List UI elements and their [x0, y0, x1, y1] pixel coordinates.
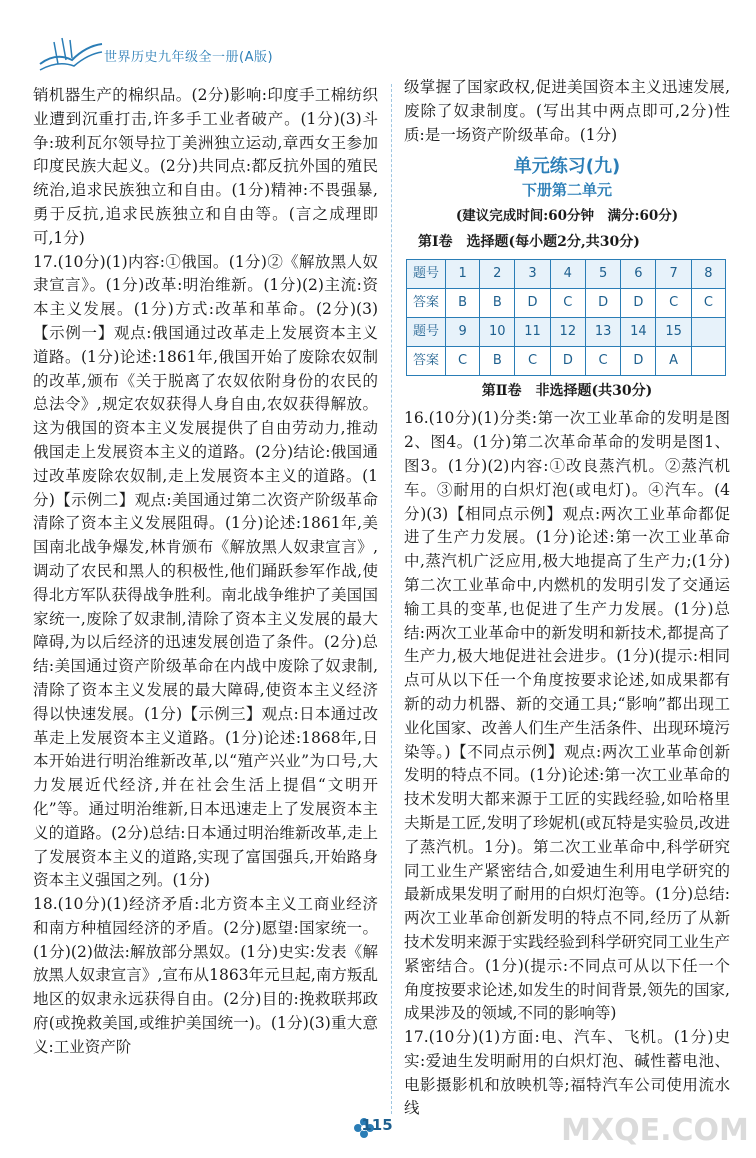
table-cell: D [550, 346, 585, 375]
section-heading: 第Ⅱ卷 非选择题(共30分) [481, 382, 653, 399]
table-row [407, 346, 726, 375]
table-cell: C [691, 288, 725, 317]
answer-paragraph: 级掌握了国家政权,促进美国资本主义迅速发展,废除了奴隶制度。(写出其中两点即可,2分)性质:是一场资产阶级革命。(1分) [404, 78, 730, 144]
table-cell: B [480, 288, 515, 317]
table-cell: 13 [585, 317, 620, 346]
table-cell: C [515, 346, 550, 375]
answer-17: 17.(10分)(1)内容:①俄国。(1分)②《解放黑人奴隶宣言》。(1分)改革:明治维新。(1分)(2)主流:资本主义发展。(1分)方式:改革和革命。(2分)(3)【示例一】观点:俄国通过改革走上发展资本主义道路。(1分)论述:1861年,俄国开始了废除农奴制的改革,颁布《关于脱离了农奴依附身份的农民的总法令》,规定农奴获得人身自由,农奴获得解放。这为俄国的资本主义发展提供了自由劳动力,推动俄国走上发展资本主义的道路。(2分)结论:俄国通过改革废除农奴制,走上发展资本主义的道路。(1分)【示例二】观点:美国通过第二次资产阶级革命清除了资本主义发展阻碍。(1分)论述:1861年,美国南北战争爆发,林肯颁布《解放黑人奴隶宣言》,调动了农民和黑人的积极性,他们踊跃参军作战,使得北方军队获得战争胜利。南北战争维护了美国国家统一,废除了奴隶制,清除了资本主义发展的最大障碍,为以后经济的迅速发展创造了条件。(2分)总结:美国通过资产阶级革命在内战中废除了奴隶制,清除了资本主义发展的最大障碍,使资本主义经济得以快速发展。(1分)【示例三】观点:日本通过改革走上发展资本主义道路。(1分)论述:1868年,日本开始进行明治维新改革,以“殖产兴业”为口号,大力发展近代经济,并在社会生活上提倡“文明开化”等。通过明治维新,日本迅速走上了发展资本主义的道路。(2分)总结:日本通过明治维新改革,走上了发展资本主义的道路,实现了富国强兵,开始路身资本主义强国之列。(1分) [33, 252, 378, 890]
answer-paragraph: 销机器生产的棉织品。(2分)影响:印度手工棉纺织业遭到沉重打击,许多手工业者破产。(1分)(3)斗争:玻利瓦尔领导拉丁美洲独立运动,章西女王参加印度民族大起义。(2分)共同点:都反抗外国的殖民统治,追求民族独立和自由。(1分)精神:不畏强暴,勇于反抗,追求民族独立和自由等。(言之成理即可,1分) [33, 86, 378, 247]
row-label: 题号 [407, 317, 446, 346]
table-cell: D [621, 288, 656, 317]
answer-table [406, 259, 726, 376]
table-row [407, 259, 726, 288]
svg-text:MXQE.COM: MXQE.COM [561, 1113, 749, 1148]
unit-title: 单元练习(九) [513, 156, 621, 178]
table-cell: C [585, 346, 620, 375]
table-row [407, 288, 726, 317]
page-number-text: 115 [361, 1116, 393, 1134]
table-cell: A [656, 346, 691, 375]
table-cell: C [656, 288, 691, 317]
book-logo-icon [36, 34, 106, 76]
table-cell: 6 [621, 259, 656, 288]
table-cell: 15 [656, 317, 691, 346]
table-cell: C [550, 288, 585, 317]
answer-17: 17.(10分)(1)方面:电、汽车、飞机。(1分)史实:爱迪生发明耐用的白炽灯泡、碱性蓄电池、电影摄影机和放映机等;福特汽车公司使用流水线 [404, 1028, 730, 1118]
answer-18: 18.(10分)(1)经济矛盾:北方资本主义工商业经济和南方种植园经济的矛盾。(2分)愿望:国家统一。(1分)(2)做法:解放部分黑奴。(1分)史实:发表《解放黑人奴隶宣言》,宣布从1863年元旦起,南方叛乱地区的奴隶永远获得自由。(2分)目的:挽救联邦政府(或挽救美国,或维护美国统一)。(1分)(3)重大意义:工业资产阶 [33, 895, 378, 1056]
table-cell: 3 [515, 259, 550, 288]
watermark-logo [560, 1090, 750, 1154]
table-cell [691, 346, 725, 375]
row-label: 题号 [407, 259, 446, 288]
table-cell: 8 [691, 259, 725, 288]
table-cell: D [621, 346, 656, 375]
table-cell: 1 [446, 259, 480, 288]
unit-subtitle: 下册第二单元 [521, 181, 612, 200]
table-cell: 4 [550, 259, 585, 288]
table-cell: 2 [480, 259, 515, 288]
table-cell: 7 [656, 259, 691, 288]
book-title: 世界历史九年级全一册(A版) [104, 50, 274, 65]
table-cell: 12 [550, 317, 585, 346]
table-cell: B [446, 288, 480, 317]
table-cell: 9 [446, 317, 480, 346]
table-cell: B [480, 346, 515, 375]
table-cell: 5 [585, 259, 620, 288]
table-cell: D [585, 288, 620, 317]
table-cell: 10 [480, 317, 515, 346]
unit-time: (建议完成时间:60分钟 满分:60分) [455, 207, 679, 224]
column-divider [391, 84, 392, 1114]
right-column [404, 76, 730, 1121]
page-number [352, 1108, 402, 1148]
left-column [33, 84, 378, 1060]
table-row [407, 317, 726, 346]
table-cell: 11 [515, 317, 550, 346]
table-cell: 14 [621, 317, 656, 346]
section-heading: 第Ⅰ卷 选择题(每小题2分,共30分) [418, 233, 640, 250]
page-header [0, 0, 756, 82]
table-cell: C [446, 346, 480, 375]
answer-16: 16.(10分)(1)分类:第一次工业革命的发明是图2、图4。(1分)第二次革命革命的发明是图1、图3。(1分)(2)内容:①改良蒸汽机。②蒸汽机车。③耐用的白炽灯泡(或电灯)。④汽车。(4分)(3)【相同点示例】观点:两次工业革命都促进了生产力发展。(1分)论述:第一次工业革命中,蒸汽机广泛应用,极大地提高了生产力;(1分)第二次工业革命中,内燃机的发明引发了交通运输工具的变革,也促进了生产力发展。(1分)总结:两次工业革命中的新发明和新技术,都提高了生产力,极大地促进社会进步。(1分)(提示:相同点可从以下任一个角度按要求论述,如成果都有新的动力机器、新的交通工具;“影响”都出现工业化国家、改善人们生产生活条件、出现环境污染等。)【不同点示例】观点:两次工业革命创新发明的特点不同。(1分)论述:第一次工业革命的技术发明大都来源于工匠的实践经验,如哈格里夫斯是工匠,发明了珍妮机(或瓦特是实验员,改进了蒸汽机。1分)。第二次工业革命中,科学研究同工业生产紧密结合,如爱迪生利用电学研究的最新成果发明了耐用的白炽灯泡等。(1分)总结:两次工业革命创新发明的特点不同,经历了从新技术发明来源于实践经验到科学研究同工业生产紧密结合。(1分)(提示:不同点可从以下任一个角度按要求论述,如发生的时间背景,领先的国家,成果涉及的领域,不同的影响等) [404, 409, 730, 1023]
table-cell [691, 317, 725, 346]
row-label: 答案 [407, 346, 446, 375]
table-cell: D [515, 288, 550, 317]
row-label: 答案 [407, 288, 446, 317]
